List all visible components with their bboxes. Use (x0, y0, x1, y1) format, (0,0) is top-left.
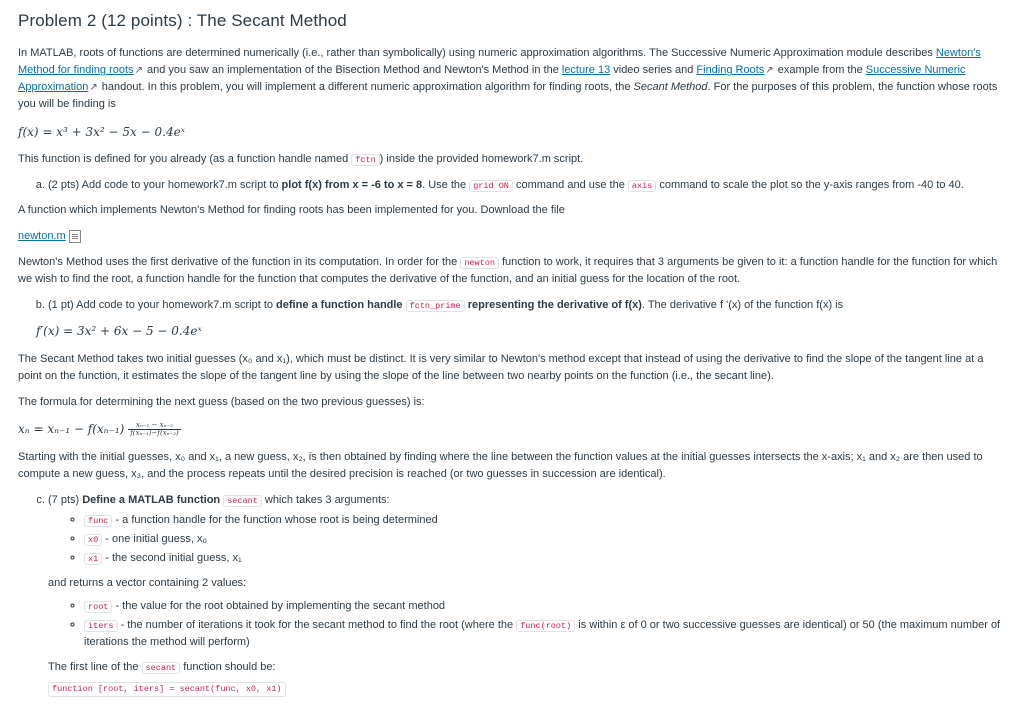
part-c-list (18, 492, 1006, 698)
newton-method-link[interactable]: Newton's Method for finding roots (18, 47, 981, 77)
list-item: ◦ x1 - the second initial guess, x₁ (84, 550, 1006, 567)
inline-code: fctn_prime (406, 300, 465, 312)
external-link-icon: ↗ (765, 65, 774, 77)
list-item: ◦ x0 - one initial guess, x₀ (84, 531, 1006, 548)
formula-intro: The formula for determining the next guess (based on the two previous guesses) is: (18, 396, 425, 409)
external-link-icon: ↗ (89, 82, 98, 94)
list-item: ◦ iters - the number of iterations it took for the secant method to find the root (where the func(root) is within ε of 0 or two successive guesses are identical) or 50 (the maximum number of iterations the method will perform) (84, 617, 1006, 651)
derivative-equation: f′(x) = 3x² + 6x − 5 − 0.4eˣ (36, 324, 202, 339)
part-a-list (18, 177, 1006, 194)
fctn-paragraph: This function is defined for you already (as a function handle named fctn ) inside the provided homework7.m script. (18, 153, 584, 166)
part-c: c. (7 pts) Define a MATLAB function secant which takes 3 arguments: ◦ func - a function handle for the function whose root is being determined ◦ x0 - one initial guess, x₀ ◦ x1 - the second initial guess, x₁ and returns a vector containing 2 values: ◦ root - the value for the root obtained by implementing the secant method ◦ iters - the number of iterations it took for the secant method to find the root (where the func(root) is within ε of 0 or two successive guesses are identical) or 50 (the maximum number of iterations the method will perform) The first line of the secant function should be: function [root, iters] = secant(func, x0, x1) (48, 492, 1006, 698)
finding-roots-link[interactable]: Finding Roots (696, 64, 765, 77)
list-item: ◦ func - a function handle for the function whose root is being determined (84, 512, 1006, 529)
lecture-13-link[interactable]: lecture 13 (561, 64, 611, 77)
inline-code: axis (628, 180, 656, 192)
secant-formula: xₙ = xₙ₋₁ − f(xₙ₋₁) $\frac{\text{xₙ₋₁ − xₙ₋₂}}{\text{f(xₙ₋₁)−f(xₙ₋₂)}}$ (18, 420, 179, 438)
successive-numeric-approximation-link[interactable]: Successive Numeric Approximation (18, 64, 966, 94)
returns-list (48, 598, 1006, 651)
first-line-intro: The first line of the secant function should be: (48, 661, 276, 674)
page-title: Problem 2 (12 points) : The Secant Method (18, 11, 347, 30)
newton-file-line (18, 228, 1006, 245)
intro-paragraph: In MATLAB, roots of functions are determined numerically (i.e., rather than symbolically) using numeric approximation algorithms. The Successive Numeric Approximation module describes Newton's Method for finding roots↗ and you saw an implementation of the Bisection Method and Newton's Method in the lecture 13 video series and Finding Roots↗ example from the Successive Numeric Approximation↗ handout. In this problem, you will implement a different numeric approximation algorithm for finding roots, the Secant Method. For the purposes of this problem, the function whose roots you will be finding is (18, 47, 998, 111)
part-a: a. (2 pts) Add code to your homework7.m script to plot f(x) from x = -6 to x = 8. Use the grid ON command and use the axis command to scale the plot so the y-axis ranges from -40 to 40. (48, 177, 1006, 194)
secant-description: The Secant Method takes two initial guesses (x₀ and x₁), which must be distinct. It is very similar to Newton's method except that instead of using the derivative to find the slope of the tangent line at a point on the function, it estimates the slope of the tangent line by using the slope of the line between two nearby points on the function (i.e., the secant line). (18, 353, 984, 383)
external-link-icon: ↗ (134, 65, 143, 77)
list-item: ◦ root - the value for the root obtained by implementing the secant method (84, 598, 1006, 615)
newton-description: Newton's Method uses the first derivative of the function in its computation. In order for the newton function to work, it requires that 3 arguments be given to it: a function handle for the function for which we wish to find the root, a function handle for the function that computes the derivative of the function, and an initial guess for the location of the root. (18, 256, 998, 286)
returns-intro: and returns a vector containing 2 values: (48, 577, 247, 590)
inline-code: grid ON (469, 180, 513, 192)
part-b: b. (1 pt) Add code to your homework7.m script to define a function handle fctn_prime representing the derivative of f(x). The derivative f '(x) of the function f(x) is (48, 297, 1006, 314)
inline-code: newton (460, 257, 499, 269)
function-equation: f(x) = x³ + 3x² − 5x − 0.4eˣ (18, 124, 185, 139)
newton-file-link[interactable]: newton.m (18, 230, 66, 243)
function-signature-code: function [root, iters] = secant(func, x0, x1) (48, 682, 286, 697)
file-icon (69, 230, 81, 243)
inline-code: secant (223, 495, 262, 507)
formula-fraction: $\frac{\text{xₙ₋₁ − xₙ₋₂}}{\text{f(xₙ₋₁)−f(xₙ₋₂)}}$ (130, 420, 179, 438)
newton-paragraph: A function which implements Newton's Method for finding roots has been implemented for you. Download the file (18, 204, 565, 217)
part-b-list (18, 297, 1006, 314)
inline-code: fctn (351, 154, 379, 166)
iteration-description: Starting with the initial guesses, x₀ and x₁, a new guess, x₂, is then obtained by finding where the line between the function values at the initial guesses intersects the x-axis; x₁ and x₂ are then used to compute a new guess, x₃, and the process repeats until the desired precision is reached (or two guesses in succession are identical). (18, 450, 983, 480)
arguments-list (48, 512, 1006, 567)
